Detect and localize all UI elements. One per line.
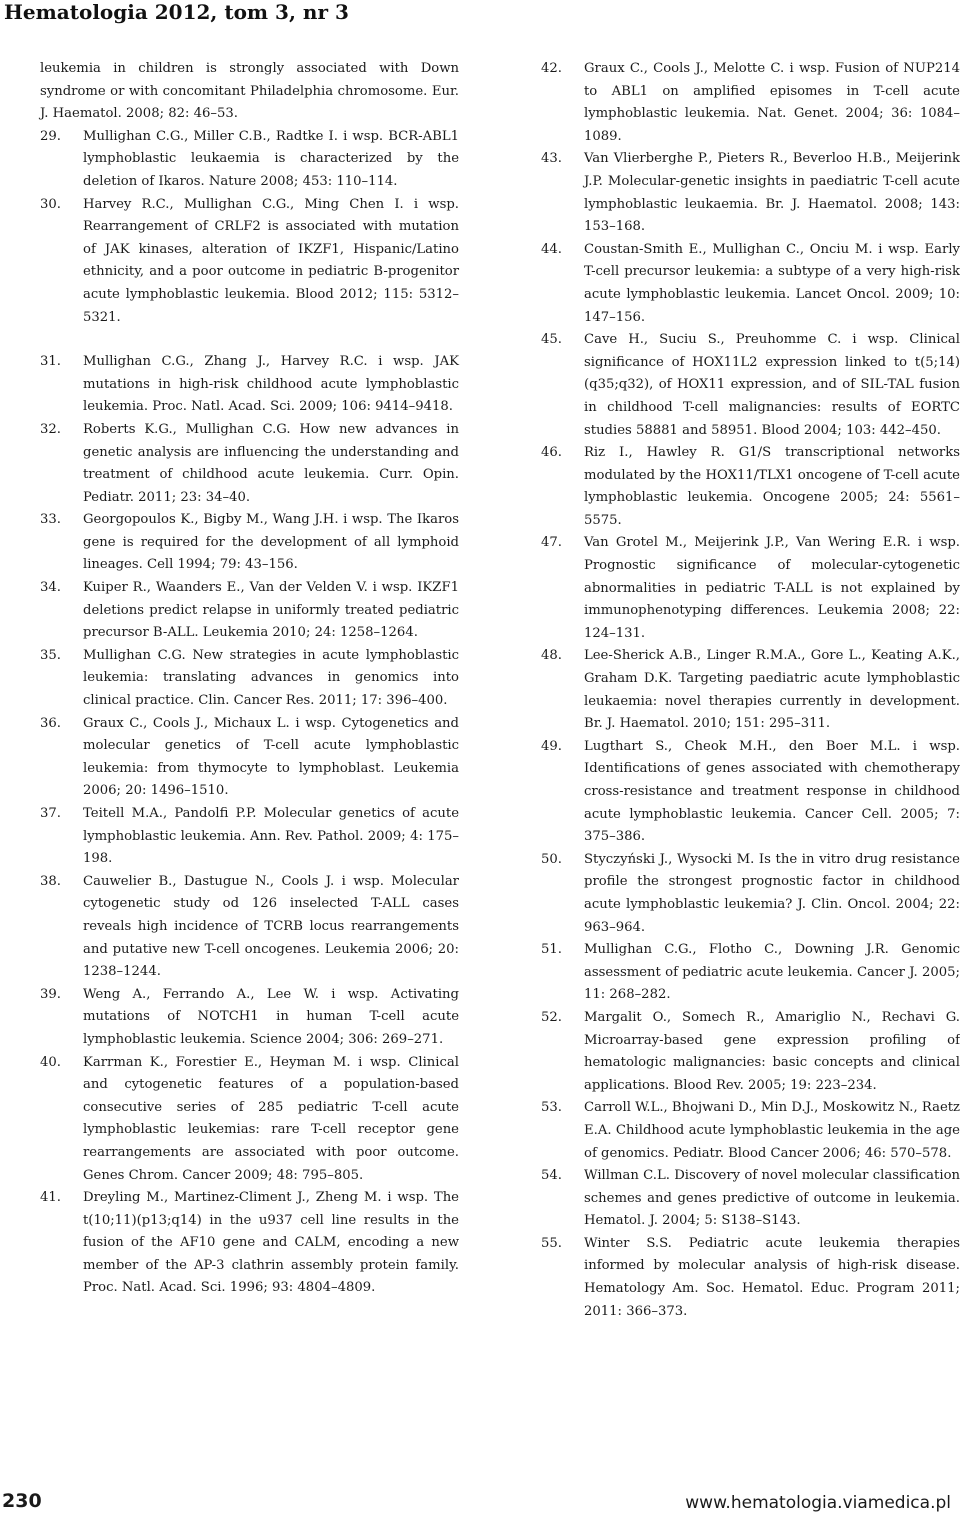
- reference-number: 52.: [541, 1009, 562, 1025]
- reference-text: Lee-Sherick A.B., Linger R.M.A., Gore L., Keating A.K., Graham D.K. Targeting paediatric acute lymphoblastic leukaemia: novel therapies currently in development. Br. J. Haematol. 2010; 151: 295–311.: [584, 648, 960, 732]
- reference-text: Karrman K., Forestier E., Heyman M. i wsp. Clinical and cytogenetic features of a population-based consecutive series of 285 pediatric T-cell acute lymphoblastic leukemias: rare T-cell receptor gene rearrangements are associated with poor outcome. Genes Chrom. Cancer 2009; 48: 795–805.: [83, 1054, 459, 1183]
- reference-text: Margalit O., Somech R., Amariglio N., Rechavi G. Microarray-based gene expression profiling of hematologic malignancies: basic concepts and clinical applications. Blood Rev. 2005; 19: 223–234.: [584, 1009, 960, 1093]
- journal-header: Hematologia 2012, tom 3, nr 3: [4, 0, 349, 24]
- reference-35: [40, 645, 459, 713]
- reference-number: 36.: [40, 715, 61, 731]
- reference-29: [40, 126, 459, 194]
- reference-number: 42.: [541, 61, 562, 76]
- references-right-column: [541, 58, 960, 1323]
- reference-48: [541, 645, 960, 735]
- reference-53: [541, 1097, 960, 1165]
- reference-30: [40, 194, 459, 330]
- reference-number: 29.: [40, 128, 61, 144]
- reference-text: Mullighan C.G., Miller C.B., Radtke I. i wsp. BCR-ABL1 lymphoblastic leukaemia is characterized by the deletion of Ikaros. Nature 2008; 453: 110–114.: [83, 128, 459, 189]
- reference-text: Winter S.S. Pediatric acute leukemia therapies informed by molecular analysis of high-risk disease. Hematology Am. Soc. Hematol. Educ. Program 2011; 2011: 366–373.: [584, 1235, 960, 1319]
- reference-number: 55.: [541, 1235, 562, 1251]
- reference-number: 35.: [40, 647, 61, 663]
- reference-37: [40, 803, 459, 871]
- reference-number: 37.: [40, 806, 61, 821]
- reference-text: Cauwelier B., Dastugue N., Cools J. i wsp. Molecular cytogenetic study od 126 inselected T-ALL cases reveals high incidence of TCRB locus rearrangements and putative new T-cell oncogenes. Leukemia 2006; 20: 1238–1244.: [83, 873, 459, 980]
- reference-43: [541, 148, 960, 238]
- reference-number: 47.: [541, 535, 562, 551]
- reference-33: [40, 509, 459, 577]
- reference-text: Carroll W.L., Bhojwani D., Min D.J., Moskowitz N., Raetz E.A. Childhood acute lymphoblastic leukemia in the age of genomics. Pediatr. Blood Cancer 2006; 46: 570–578.: [584, 1100, 960, 1161]
- reference-text: Harvey R.C., Mullighan C.G., Ming Chen I. i wsp. Rearrangement of CRLF2 is associated with mutation of JAK kinases, alteration of IKZF1, Hispanic/Latino ethnicity, and a poor outcome in pediatric B-progenitor acute lymphoblastic leukemia. Blood 2012; 115: 5312–5321.: [83, 196, 459, 325]
- reference-number: 40.: [40, 1054, 61, 1070]
- reference-text: Van Grotel M., Meijerink J.P., Van Wering E.R. i wsp. Prognostic significance of molecular-cytogenetic abnormalities in pediatric T-ALL is not explained by immunophenotyping differences. Leukemia 2008; 22: 124–131.: [584, 535, 960, 641]
- reference-52: [541, 1007, 960, 1097]
- reference-number: 50.: [541, 851, 562, 867]
- reference-text: Coustan-Smith E., Mullighan C., Onciu M. i wsp. Early T-cell precursor leukemia: a subtype of a very high-risk acute lymphoblastic leukemia. Lancet Oncol. 2009; 10: 147–156.: [584, 241, 960, 325]
- reference-text: Riz I., Hawley R. G1/S transcriptional networks modulated by the HOX11/TLX1 oncogene of T-cell acute lymphoblastic leukemia. Oncogene 2005; 24: 5561–5575.: [584, 445, 960, 528]
- page-number: 230: [2, 1490, 42, 1512]
- reference-text: Styczyński J., Wysocki M. Is the in vitro drug resistance profile the strongest prognostic factor in childhood acute lymphoblastic leukemia? J. Clin. Oncol. 2004; 22: 963–964.: [584, 851, 960, 935]
- reference-50: [541, 849, 960, 939]
- reference-text: Lugthart S., Cheok M.H., den Boer M.L. i wsp. Identifications of genes associated with chemotherapy cross-resistance and treatment response in childhood acute lymphoblastic leukemia. Cancer Cell. 2005; 7: 375–386.: [584, 738, 960, 845]
- reference-36: [40, 713, 459, 803]
- reference-text: Graux C., Cools J., Melotte C. i wsp. Fusion of NUP214 to ABL1 on amplified episomes in T-cell acute lymphoblastic leukemia. Nat. Genet. 2004; 36: 1084–1089.: [584, 61, 960, 144]
- reference-number: 49.: [541, 738, 562, 754]
- reference-number: 32.: [40, 421, 61, 437]
- reference-number: 44.: [541, 241, 562, 257]
- reference-34: [40, 577, 459, 645]
- reference-text: Mullighan C.G. New strategies in acute lymphoblastic leukemia: translating advances in genomics into clinical practice. Clin. Cancer Res. 2011; 17: 396–400.: [83, 647, 459, 709]
- reference-text: Dreyling M., Martinez-Climent J., Zheng M. i wsp. The t(10;11)(p13;q14) in the u937 cell line results in the fusion of the AF10 gene and CALM, encoding a new member of the AP-3 clathrin assembly protein family. Proc. Natl. Acad. Sci. 1996; 93: 4804–4809.: [83, 1190, 459, 1296]
- reference-text: Mullighan C.G., Flotho C., Downing J.R. Genomic assessment of pediatric acute leukemia. Cancer J. 2005; 11: 268–282.: [584, 942, 960, 1003]
- reference-text: leukemia in children is strongly associated with Down syndrome or with concomitant Philadelphia chromosome. Eur. J. Haematol. 2008; 82: 46–53.: [40, 61, 459, 122]
- reference-number: 54.: [541, 1168, 562, 1184]
- reference-45: [541, 329, 960, 442]
- reference-number: 48.: [541, 648, 562, 664]
- reference-text: Weng A., Ferrando A., Lee W. i wsp. Activating mutations of NOTCH1 in human T-cell acute lymphoblastic leukemia. Science 2004; 306: 269–271.: [83, 986, 459, 1047]
- reference-text: Graux C., Cools J., Michaux L. i wsp. Cytogenetics and molecular genetics of T-cell acute lymphoblastic leukemia: from thymocyte to lymphoblast. Leukemia 2006; 20: 1496–1510.: [83, 715, 459, 799]
- reference-40: [40, 1052, 459, 1188]
- reference-49: [541, 736, 960, 849]
- references-left-column: [40, 58, 459, 1300]
- reference-number: 53.: [541, 1100, 562, 1116]
- reference-28-continuation: [40, 58, 459, 126]
- reference-number: 34.: [40, 580, 61, 596]
- reference-54: [541, 1165, 960, 1233]
- reference-number: 43.: [541, 151, 562, 167]
- footer-url: www.hematologia.viamedica.pl: [685, 1493, 951, 1513]
- reference-text: Kuiper R., Waanders E., Van der Velden V. i wsp. IKZF1 deletions predict relapse in uniformly treated pediatric precursor B-ALL. Leukemia 2010; 24: 1258–1264.: [83, 580, 459, 641]
- reference-44: [541, 239, 960, 329]
- reference-text: Willman C.L. Discovery of novel molecular classification schemes and genes predictive of outcome in leukemia. Hematol. J. 2004; 5: S138–S143.: [584, 1168, 960, 1229]
- reference-text: Georgopoulos K., Bigby M., Wang J.H. i wsp. The Ikaros gene is required for the development of all lymphoid lineages. Cell 1994; 79: 43–156.: [83, 512, 459, 573]
- reference-47: [541, 532, 960, 645]
- reference-number: 33.: [40, 512, 61, 528]
- reference-38: [40, 871, 459, 984]
- reference-51: [541, 939, 960, 1007]
- reference-number: 31.: [40, 354, 61, 370]
- reference-text: Teitell M.A., Pandolfi P.P. Molecular genetics of acute lymphoblastic leukemia. Ann. Rev. Pathol. 2009; 4: 175–198.: [83, 806, 459, 867]
- reference-55: [541, 1233, 960, 1323]
- reference-text: Mullighan C.G., Zhang J., Harvey R.C. i wsp. JAK mutations in high-risk childhood acute lymphoblastic leukemia. Proc. Natl. Acad. Sci. 2009; 106: 9414–9418.: [83, 354, 459, 415]
- reference-text: Roberts K.G., Mullighan C.G. How new advances in genetic analysis are influencing the understanding and treatment of childhood acute leukemia. Curr. Opin. Pediatr. 2011; 23: 34–40.: [83, 421, 459, 505]
- reference-46: [541, 442, 960, 532]
- reference-41: [40, 1187, 459, 1300]
- reference-text: Cave H., Suciu S., Preuhomme C. i wsp. Clinical significance of HOX11L2 expression linked to t(5;14)(q35;q32), of HOX11 expression, and of SIL-TAL fusion in childhood T-cell malignancies: results of EORTC studies 58881 and 58951. Blood 2004; 103: 442–450.: [584, 332, 960, 438]
- reference-number: 51.: [541, 942, 562, 958]
- reference-number: 45.: [541, 332, 562, 348]
- reference-number: 38.: [40, 873, 61, 889]
- reference-number: 41.: [40, 1190, 61, 1206]
- reference-number: 30.: [40, 196, 61, 212]
- reference-text: Van Vlierberghe P., Pieters R., Beverloo H.B., Meijerink J.P. Molecular-genetic insights in paediatric T-cell acute lymphoblastic leukaemia. Br. J. Haematol. 2008; 143: 153–168.: [584, 151, 960, 235]
- reference-number: 46.: [541, 445, 562, 461]
- reference-31: [40, 351, 459, 419]
- reference-number: 39.: [40, 986, 61, 1002]
- reference-42: [541, 58, 960, 148]
- reference-39: [40, 984, 459, 1052]
- reference-32: [40, 419, 459, 509]
